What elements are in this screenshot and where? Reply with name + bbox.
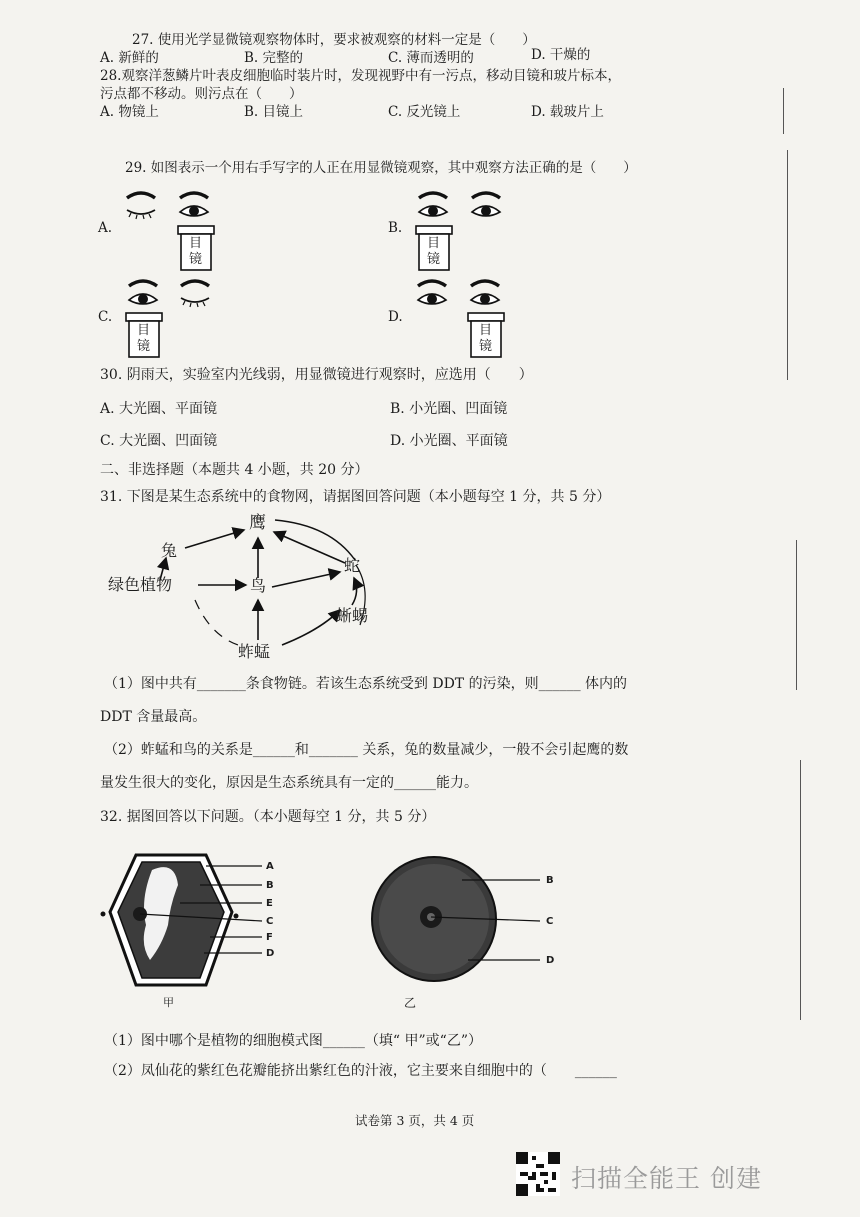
q28-option-c: C. 反光镜上 <box>388 104 461 120</box>
q28-option-b: B. 目镜上 <box>244 104 304 120</box>
eyepiece-char-1: 目 <box>137 323 151 338</box>
eyepiece-char-2: 镜 <box>427 252 441 267</box>
q27-option-c: C. 薄而透明的 <box>388 50 474 66</box>
food-web-bird: 鸟 <box>250 576 267 595</box>
q32-part2: （2）凤仙花的紫红色花瓣能挤出紫红色的汁液，它主要来自细胞中的（ ______ <box>104 1063 617 1079</box>
q27-option-d: D. 干燥的 <box>531 47 591 63</box>
q29-label-b: B. <box>388 220 403 236</box>
animal-cell-caption: 乙 <box>404 996 417 1010</box>
q27-option-b: B. 完整的 <box>244 50 304 66</box>
scanner-watermark: 扫描全能王 创建 <box>571 1164 762 1193</box>
q29-label-a: A. <box>98 220 113 236</box>
food-web-lizard: 蜥蜴 <box>336 606 369 625</box>
q29-stem: 29. 如图表示一个用右手写字的人正在用显微镜观察，其中观察方法正确的是（ ） <box>125 160 637 176</box>
q31-stem: 31. 下图是某生态系统中的食物网，请据图回答问题（本小题每空 1 分，共 5 分） <box>100 489 611 505</box>
plant-cell-label-f: F <box>266 932 273 943</box>
plant-cell-caption: 甲 <box>163 996 174 1009</box>
eyepiece-char-2: 镜 <box>189 252 203 267</box>
q29-label-c: C. <box>98 309 113 325</box>
q30-option-b: B. 小光圈、凹面镜 <box>390 401 508 417</box>
eyepiece-char-2: 镜 <box>479 339 493 354</box>
eyepiece-char-2: 镜 <box>137 339 151 354</box>
eyepiece-char-1: 目 <box>479 323 493 338</box>
plant-cell-label-d: D <box>266 948 275 959</box>
q30-stem: 30. 阴雨天，实验室内光线弱，用显微镜进行观察时，应选用（ ） <box>100 367 533 383</box>
q28-option-a: A. 物镜上 <box>100 104 159 120</box>
animal-cell-label-d: D <box>546 955 555 966</box>
food-web-eagle: 鹰 <box>249 513 266 533</box>
animal-cell-label-c: C <box>546 916 554 927</box>
q30-option-d: D. 小光圈、平面镜 <box>390 433 508 449</box>
q28-option-d: D. 载玻片上 <box>531 104 604 120</box>
eyepiece-char-1: 目 <box>189 236 203 251</box>
q27-stem: 27. 使用光学显微镜观察物体时，要求被观察的材料一定是（ ） <box>132 32 536 48</box>
food-web-plants: 绿色植物 <box>108 575 173 594</box>
q32-stem: 32. 据图回答以下问题。（本小题每空 1 分，共 5 分） <box>100 809 436 825</box>
q31-part1-line2: DDT 含量最高。 <box>100 709 207 725</box>
plant-cell-label-c: C <box>266 916 274 927</box>
food-web-grasshopper: 蚱蜢 <box>238 642 271 661</box>
q28-stem-line1: 28.观察洋葱鳞片叶表皮细胞临时装片时，发现视野中有一污点，移动目镜和玻片标本， <box>100 68 621 84</box>
animal-cell-label-b: B <box>546 875 554 886</box>
q27-option-a: A. 新鲜的 <box>100 50 159 66</box>
plant-cell-label-e: E <box>266 898 273 909</box>
food-web-rabbit: 兔 <box>161 541 178 560</box>
section-heading: 二、非选择题（本题共 4 小题，共 20 分） <box>100 462 369 478</box>
q29-label-d: D. <box>388 309 403 325</box>
plant-cell-label-a: A <box>266 861 274 872</box>
q30-option-a: A. 大光圈、平面镜 <box>100 401 218 417</box>
page-footer: 试卷第 3 页，共 4 页 <box>355 1113 475 1128</box>
q28-stem-line2: 污点都不移动。则污点在（ ） <box>100 86 303 102</box>
q31-part2-line2: 量发生很大的变化，原因是生态系统具有一定的______能力。 <box>100 775 478 791</box>
eyepiece-char-1: 目 <box>427 236 441 251</box>
q32-part1: （1）图中哪个是植物的细胞模式图______（填“ 甲”或“乙”） <box>104 1033 482 1049</box>
qr-code-icon <box>516 1152 560 1196</box>
q31-part2-line1: （2）蚱蜢和鸟的关系是______和_______ 关系，兔的数量减少，一般不会引起鹰的数 <box>104 742 629 758</box>
food-web-snake: 蛇 <box>344 556 361 575</box>
plant-cell-label-b: B <box>266 880 274 891</box>
q31-part1-line1: （1）图中共有_______条食物链。若该生态系统受到 DDT 的污染，则______ 体内的 <box>104 676 628 692</box>
q30-option-c: C. 大光圈、凹面镜 <box>100 433 218 449</box>
